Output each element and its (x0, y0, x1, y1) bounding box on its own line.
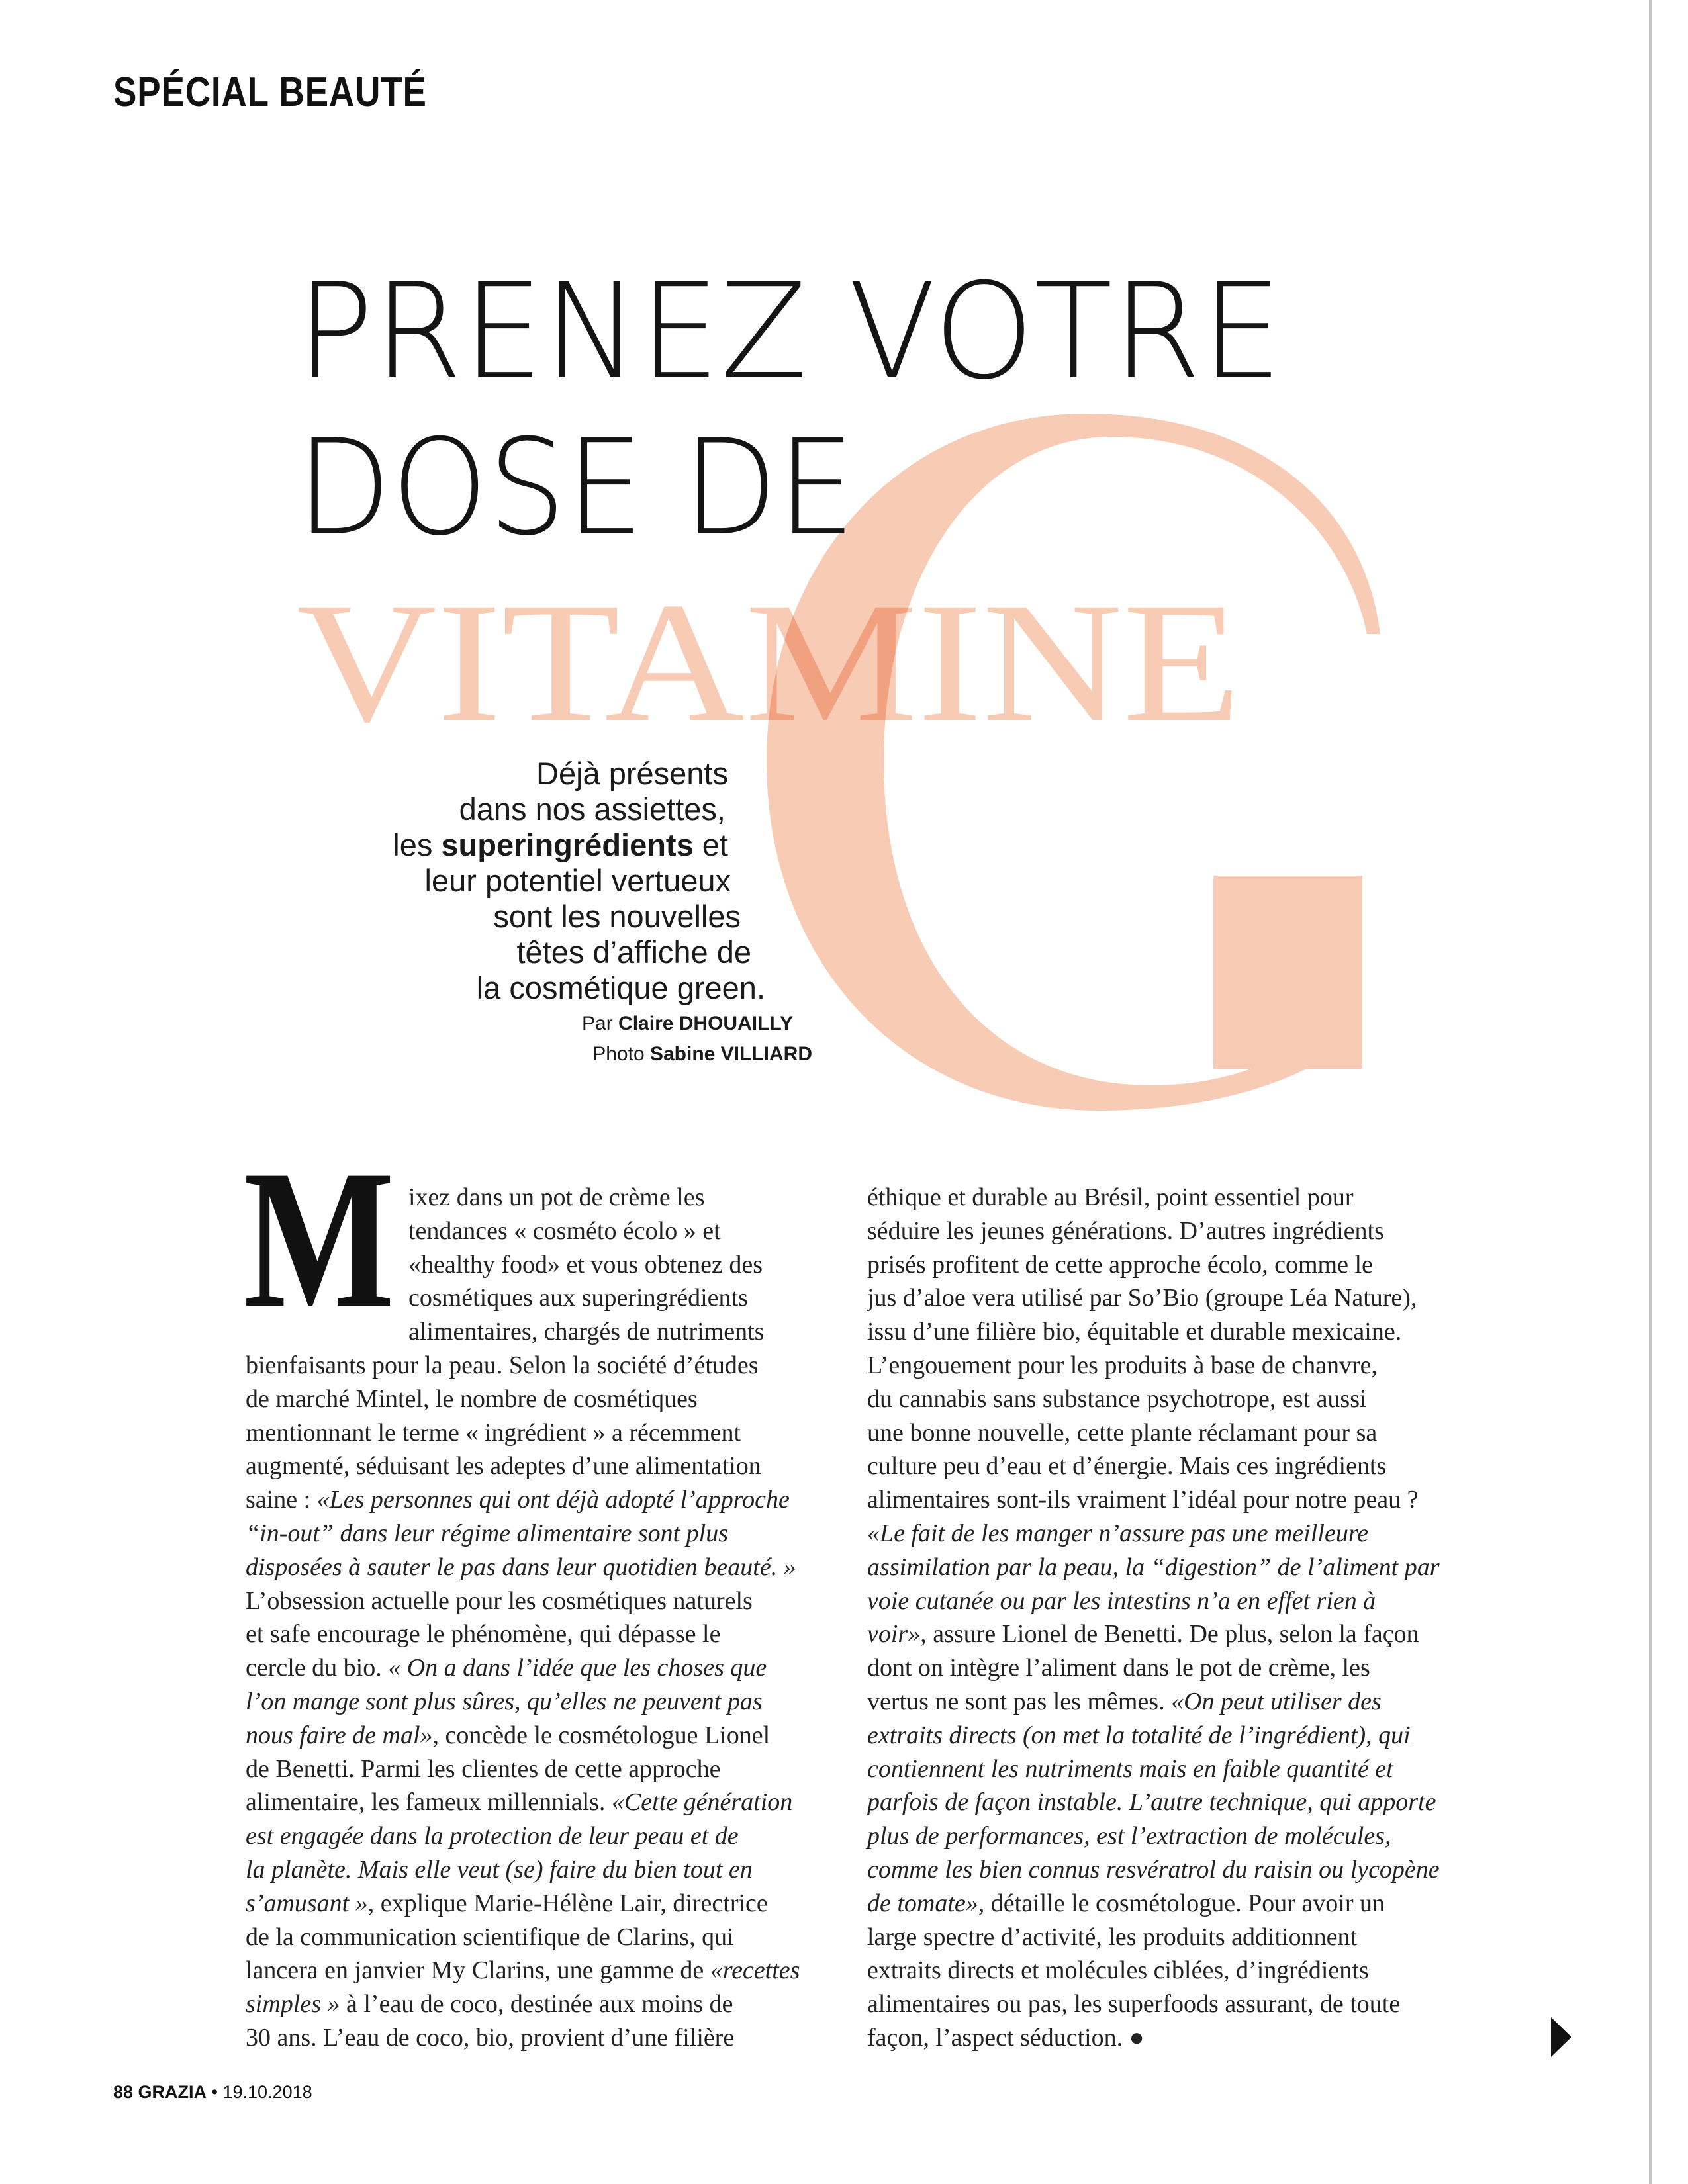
article-line (867, 1719, 1458, 1752)
article-line (246, 1416, 836, 1450)
body-text: L’obsession actuelle pour les cosmétiques naturels (246, 1586, 753, 1615)
quote-text: disposées à sauter le pas dans leur quotidien beauté. » (246, 1553, 796, 1581)
body-text: vertus ne sont pas les mêmes. (867, 1687, 1172, 1715)
article-column-2 (867, 1181, 1458, 2055)
page-footer (113, 2082, 312, 2103)
body-text: culture peu d’eau et d’énergie. Mais ces ingrédients (867, 1452, 1387, 1480)
body-text: ixez dans un pot de crème les (408, 1183, 705, 1211)
quote-text: contiennent les nutriments mais en faible quantité et (867, 1754, 1393, 1783)
article-line (246, 1819, 836, 1853)
next-page-arrow-icon[interactable] (1551, 2017, 1571, 2057)
body-text: et safe encourage le phénomène, qui dépasse le (246, 1620, 721, 1649)
article-line (867, 1349, 1458, 1383)
article-line (867, 1987, 1458, 2021)
body-text: , explique Marie-Hélène Lair, directrice (367, 1889, 768, 1917)
deck-text: Déjà présents (536, 756, 728, 791)
quote-text: plus de performances, est l’extraction de molécules, (867, 1822, 1391, 1850)
headline-line-1: PRENEZ VOTRE (297, 255, 1282, 409)
article-line (867, 1584, 1458, 1618)
body-text: à l’eau de coco, destinée aux moins de (340, 1990, 733, 2019)
quote-text: nous faire de mal» (246, 1721, 433, 1749)
article-line (246, 1517, 836, 1551)
issue-date: • 19.10.2018 (211, 2082, 312, 2102)
body-text: , assure Lionel de Benetti. De plus, selon la façon (920, 1620, 1419, 1649)
quote-text: de tomate» (867, 1889, 978, 1917)
article-line (867, 1315, 1458, 1349)
article-line (246, 1786, 836, 1819)
drop-cap-letter: M (244, 1129, 395, 1349)
article-line (867, 1517, 1458, 1551)
quote-text: parfois de façon instable. L’autre technique, qui apporte (867, 1788, 1436, 1817)
article-line (867, 1954, 1458, 1987)
body-text: une bonne nouvelle, cette plante réclamant pour sa (867, 1418, 1378, 1447)
section-label: SPÉCIAL BEAUTÉ (113, 69, 427, 115)
article-line (246, 1651, 836, 1685)
deck-line (536, 756, 728, 792)
quote-text: simples » (246, 1990, 340, 2019)
big-letter-g-bar (1213, 876, 1362, 1069)
quote-text: «Les personnes qui ont déjà adopté l’approche (316, 1486, 790, 1514)
body-text: alimentaires, chargés de nutriments (408, 1318, 765, 1346)
deck-text: la cosmétique green. (476, 970, 765, 1005)
body-text: alimentaires ou pas, les superfoods assurant, de toute (867, 1990, 1401, 2019)
article-line (867, 1819, 1458, 1853)
article-line (246, 1752, 836, 1786)
article-line (246, 1349, 836, 1383)
byline-author (582, 1013, 793, 1035)
article-line (867, 1383, 1458, 1416)
body-text: 30 ans. L’eau de coco, bio, provient d’une filière (246, 2023, 735, 2052)
body-text: saine : (246, 1486, 317, 1514)
article-line (246, 1181, 836, 1214)
big-letter-g (767, 414, 1380, 1111)
body-text: , concède le cosmétologue Lionel (432, 1721, 771, 1749)
quote-text: «recettes (710, 1956, 800, 1985)
body-text: alimentaire, les fameux millennials. (246, 1788, 612, 1817)
body-text: cosmétiques aux superingrédients (408, 1284, 748, 1312)
body-text: dont on intègre l’aliment dans le pot de crème, les (867, 1654, 1370, 1682)
body-text: , détaille le cosmétologue. Pour avoir un (978, 1889, 1385, 1917)
deck-text: leur potentiel vertueux (424, 863, 731, 898)
body-text: alimentaires sont-ils vraiment l’idéal pour notre peau ? (867, 1486, 1419, 1514)
article-line (246, 1853, 836, 1887)
deck-line (425, 863, 731, 899)
quote-text: voir» (867, 1620, 921, 1649)
body-text: façon, l’aspect séduction. ● (867, 2023, 1145, 2052)
deck-text: et (693, 827, 728, 862)
deck-line (493, 899, 741, 934)
article-line (867, 1685, 1458, 1719)
body-text: tendances « cosméto écolo » et (408, 1216, 721, 1245)
article-line (246, 1887, 836, 1921)
body-text: L’engouement pour les produits à base de chanvre, (867, 1351, 1378, 1379)
deck-text: les (393, 827, 442, 862)
quote-text: s’amusant » (246, 1889, 368, 1917)
article-line (867, 1449, 1458, 1483)
body-text: extraits directs et molécules ciblées, d’ingrédients (867, 1956, 1369, 1985)
deck-text: têtes d’affiche de (516, 934, 751, 970)
article-line (246, 1214, 836, 1248)
article-line (867, 2021, 1458, 2055)
article-line (867, 1416, 1458, 1450)
body-text: issu d’une filière bio, équitable et durable mexicaine. (867, 1318, 1402, 1346)
article-line (246, 1551, 836, 1584)
article-line (867, 1181, 1458, 1214)
author-name: Claire DHOUAILLY (618, 1013, 793, 1034)
body-text: jus d’aloe vera utilisé par So’Bio (groupe Léa Nature), (867, 1284, 1417, 1312)
quote-text: est engagée dans la protection de leur peau et de (246, 1822, 739, 1850)
article-line (867, 1617, 1458, 1651)
body-text: du cannabis sans substance psychotrope, est aussi (867, 1385, 1367, 1413)
body-text: augmenté, séduisant les adeptes d’une alimentation (246, 1452, 761, 1480)
deck-text: sont les nouvelles (493, 899, 741, 934)
article-line (867, 1651, 1458, 1685)
article-line (867, 1248, 1458, 1282)
article-line (246, 1921, 836, 1954)
photo-label: Photo (592, 1043, 650, 1065)
quote-text: “in-out” dans leur régime alimentaire sont plus (246, 1519, 729, 1547)
article-line (867, 1786, 1458, 1819)
article-line (246, 2021, 836, 2055)
article-line (246, 1383, 836, 1416)
quote-text: «On peut utiliser des (1171, 1687, 1382, 1715)
deck-line (477, 970, 765, 1006)
quote-text: extraits directs (on met la totalité de l’ingrédient), qui (867, 1721, 1411, 1749)
page-folio: 88 GRAZIA (113, 2082, 207, 2102)
article-line (246, 1719, 836, 1752)
quote-text: la planète. Mais elle veut (se) faire du bien tout en (246, 1855, 753, 1884)
article-line (867, 1921, 1458, 1954)
body-text: de marché Mintel, le nombre de cosmétiques (246, 1385, 698, 1413)
article-line (867, 1752, 1458, 1786)
article-line (867, 1887, 1458, 1921)
article-line (246, 1685, 836, 1719)
article-line (246, 1584, 836, 1618)
photographer-name: Sabine VILLIARD (649, 1043, 812, 1065)
headline-vitamine: VITAMINE (297, 567, 1241, 758)
body-text: large spectre d’activité, les produits additionnent (867, 1923, 1358, 1951)
article-line (246, 1281, 836, 1315)
body-text: bienfaisants pour la peau. Selon la société d’études (246, 1351, 759, 1379)
byline-photo (592, 1043, 812, 1066)
article-line (246, 1617, 836, 1651)
deck-line (459, 792, 726, 827)
article-line (246, 1449, 836, 1483)
deck-line (393, 827, 728, 863)
deck-emphasis: superingrédients (441, 827, 694, 862)
article-line (246, 1248, 836, 1282)
article-line (867, 1551, 1458, 1584)
body-text: «healthy food» et vous obtenez des (408, 1250, 763, 1279)
article-line (867, 1483, 1458, 1517)
article-line (246, 1987, 836, 2021)
quote-text: «Le fait de les manger n’assure pas une meilleure (867, 1519, 1369, 1547)
quote-text: assimilation par la peau, la “digestion” de l’aliment par (867, 1553, 1440, 1581)
article-line (867, 1214, 1458, 1248)
quote-text: l’on mange sont plus sûres, qu’elles ne peuvent pas (246, 1687, 763, 1715)
deck-text: dans nos assiettes, (459, 792, 726, 827)
quote-text: « On a dans l’idée que les choses que (388, 1654, 767, 1682)
body-text: de la communication scientifique de Clarins, qui (246, 1923, 734, 1951)
article-line (246, 1483, 836, 1517)
article-line (867, 1281, 1458, 1315)
article-line (246, 1954, 836, 1987)
body-text: séduire les jeunes générations. D’autres ingrédients (867, 1216, 1384, 1245)
byline-label: Par (582, 1013, 619, 1034)
quote-text: «Cette génération (611, 1788, 793, 1817)
body-text: lancera en janvier My Clarins, une gamme de (246, 1956, 710, 1985)
quote-text: comme les bien connus resvératrol du raisin ou lycopène (867, 1855, 1440, 1884)
body-text: cercle du bio. (246, 1654, 389, 1682)
article-column-1 (246, 1181, 836, 2055)
quote-text: voie cutanée ou par les intestins n’a en effet rien à (867, 1586, 1376, 1615)
body-text: éthique et durable au Brésil, point essentiel pour (867, 1183, 1354, 1211)
article-line (246, 1315, 836, 1349)
headline-line-2: DOSE DE (297, 411, 855, 565)
body-text: mentionnant le terme « ingrédient » a récemment (246, 1418, 741, 1447)
deck-line (517, 934, 752, 970)
article-line (867, 1853, 1458, 1887)
body-text: de Benetti. Parmi les clientes de cette approche (246, 1754, 721, 1783)
body-text: prisés profitent de cette approche écolo, comme le (867, 1250, 1373, 1279)
